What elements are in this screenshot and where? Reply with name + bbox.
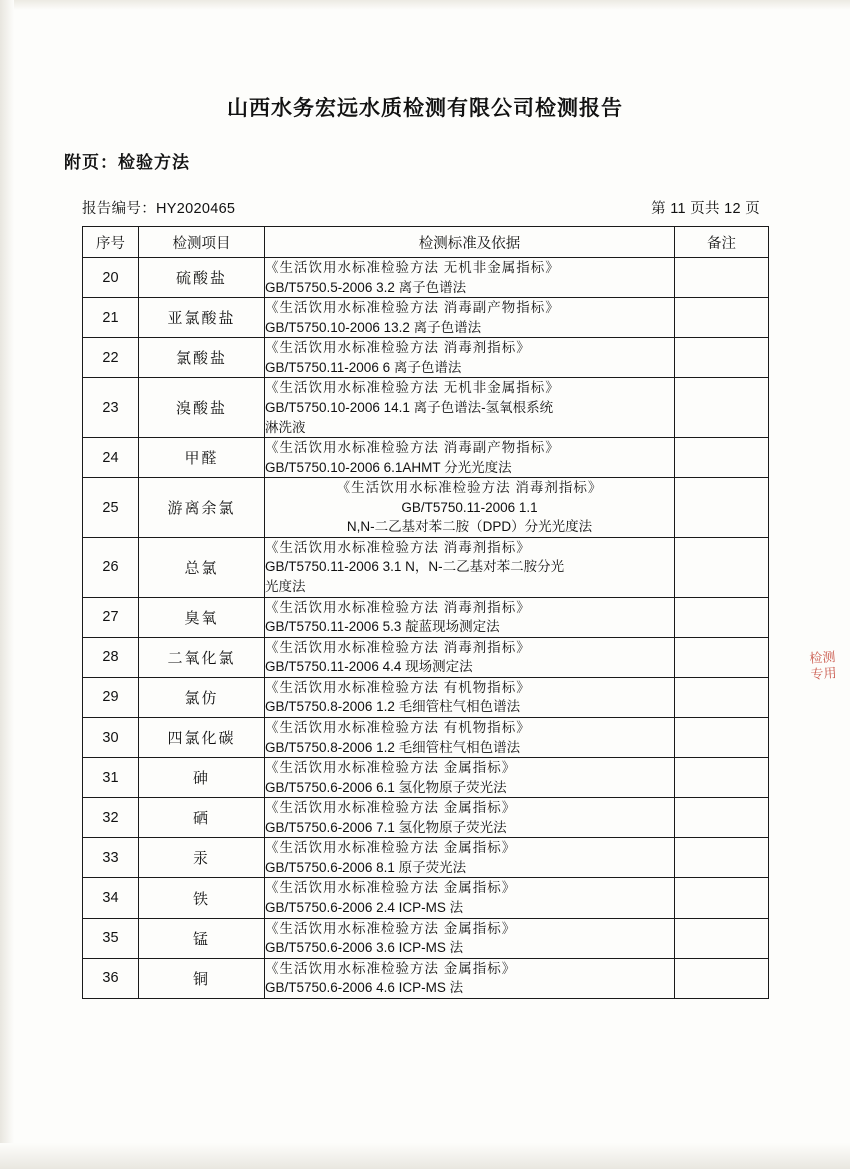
standard-line: 《生活饮用水标准检验方法 有机物指标》: [265, 719, 531, 735]
standard-line: 《生活饮用水标准检验方法 金属指标》: [265, 920, 517, 936]
cell-standard: [265, 478, 675, 538]
page-edge-left: [0, 0, 14, 1169]
cell-remark: [675, 258, 769, 298]
standard-line: GB/T5750.6-2006 3.6 ICP-MS 法: [265, 940, 464, 956]
table-row: [83, 878, 769, 918]
cell-item: 臭氧: [139, 597, 265, 637]
cell-no: 23: [83, 378, 139, 438]
cell-item: 甲醛: [139, 438, 265, 478]
cell-remark: [675, 758, 769, 798]
standard-line: GB/T5750.6-2006 4.6 ICP-MS 法: [265, 980, 464, 996]
cell-remark: [675, 298, 769, 338]
cell-standard: [265, 258, 675, 298]
table-row: [83, 438, 769, 478]
standard-line: GB/T5750.6-2006 7.1 氢化物原子荧光法: [265, 819, 507, 835]
standard-line: 《生活饮用水标准检验方法 金属指标》: [265, 840, 517, 856]
standard-line: GB/T5750.5-2006 3.2 离子色谱法: [265, 279, 467, 295]
cell-item: 铁: [139, 878, 265, 918]
standard-line: GB/T5750.11-2006 5.3 靛蓝现场测定法: [265, 619, 500, 635]
standard-line: GB/T5750.6-2006 8.1 原子荧光法: [265, 859, 467, 875]
cell-standard: [265, 838, 675, 878]
standard-line: 淋洗液: [265, 419, 306, 435]
cell-item: 氯酸盐: [139, 338, 265, 378]
cell-no: 30: [83, 717, 139, 757]
standard-line: 《生活饮用水标准检验方法 金属指标》: [265, 880, 517, 896]
standard-line: 《生活饮用水标准检验方法 金属指标》: [265, 800, 517, 816]
cell-item: 铜: [139, 958, 265, 998]
standard-line: 《生活饮用水标准检验方法 消毒剂指标》: [265, 340, 531, 356]
cell-standard: [265, 717, 675, 757]
cell-no: 21: [83, 298, 139, 338]
header-standard: 检测标准及依据: [265, 227, 675, 258]
standard-line: 《生活饮用水标准检验方法 消毒剂指标》: [265, 539, 531, 555]
cell-no: 33: [83, 838, 139, 878]
standard-line: 《生活饮用水标准检验方法 金属指标》: [265, 960, 517, 976]
cell-standard: [265, 637, 675, 677]
cell-item: 亚氯酸盐: [139, 298, 265, 338]
table-row: [83, 537, 769, 597]
cell-item: 砷: [139, 758, 265, 798]
cell-standard: [265, 438, 675, 478]
page-title: 山西水务宏远水质检测有限公司检测报告: [227, 97, 623, 120]
standard-line: 《生活饮用水标准检验方法 消毒副产物指标》: [265, 300, 560, 316]
standard-line: 《生活饮用水标准检验方法 消毒剂指标》: [265, 639, 531, 655]
standard-line: N,N-二乙基对苯二胺（DPD）分光光度法: [346, 519, 593, 535]
standard-line: GB/T5750.10-2006 13.2 离子色谱法: [265, 319, 482, 335]
standard-line: 《生活饮用水标准检验方法 无机非金属指标》: [265, 380, 560, 396]
cell-no: 24: [83, 438, 139, 478]
cell-remark: [675, 878, 769, 918]
standard-line: GB/T5750.11-2006 6 离子色谱法: [265, 359, 462, 375]
cell-no: 31: [83, 758, 139, 798]
cell-standard: [265, 677, 675, 717]
standard-line: 《生活饮用水标准检验方法 消毒剂指标》: [265, 599, 531, 615]
table-row: [83, 478, 769, 538]
cell-standard: [265, 918, 675, 958]
cell-standard: [265, 958, 675, 998]
cell-remark: [675, 958, 769, 998]
table-row: [83, 338, 769, 378]
cell-remark: [675, 378, 769, 438]
cell-remark: [675, 918, 769, 958]
table-body: [83, 258, 769, 999]
cell-no: 25: [83, 478, 139, 538]
cell-remark: [675, 438, 769, 478]
cell-no: 34: [83, 878, 139, 918]
cell-standard: [265, 537, 675, 597]
cell-remark: [675, 537, 769, 597]
table-row: [83, 758, 769, 798]
cell-standard: [265, 878, 675, 918]
table-row: [83, 838, 769, 878]
cell-remark: [675, 677, 769, 717]
cell-item: 氯仿: [139, 677, 265, 717]
cell-item: 硒: [139, 798, 265, 838]
cell-item: 总氯: [139, 537, 265, 597]
standard-line: 光度法: [265, 579, 306, 594]
table-row: [83, 637, 769, 677]
cell-standard: [265, 597, 675, 637]
cell-remark: [675, 838, 769, 878]
cell-remark: [675, 637, 769, 677]
table-row: [83, 798, 769, 838]
table-header-row: [83, 227, 769, 258]
standard-line: 《生活饮用水标准检验方法 有机物指标》: [265, 679, 531, 695]
cell-no: 20: [83, 258, 139, 298]
cell-item: 游离余氯: [139, 478, 265, 538]
header-remark: 备注: [675, 227, 769, 258]
page-edge-top: [0, 0, 850, 10]
standard-line: GB/T5750.11-2006 3.1 N，N-二乙基对苯二胺分光: [265, 559, 565, 575]
standard-line: GB/T5750.6-2006 2.4 ICP-MS 法: [265, 900, 464, 915]
page-indicator: 第 11 页共 12 页: [651, 201, 760, 217]
table-row: [83, 677, 769, 717]
standard-line: GB/T5750.6-2006 6.1 氢化物原子荧光法: [265, 779, 507, 795]
standard-line: GB/T5750.10-2006 6.1AHMT 分光光度法: [265, 459, 512, 475]
page-edge-bottom: [0, 1143, 850, 1169]
table-row: [83, 258, 769, 298]
cell-item: 汞: [139, 838, 265, 878]
cell-standard: [265, 338, 675, 378]
cell-no: 22: [83, 338, 139, 378]
report-number-label: 报告编号：: [82, 201, 156, 217]
standard-line: GB/T5750.8-2006 1.2 毛细管柱气相色谱法: [265, 699, 521, 715]
cell-remark: [675, 798, 769, 838]
header-item: 检测项目: [139, 227, 265, 258]
standard-line: GB/T5750.10-2006 14.1 离子色谱法-氢氧根系统: [265, 399, 554, 415]
header-no: 序号: [83, 227, 139, 258]
report-number-value: HY2020465: [156, 201, 236, 217]
cell-remark: [675, 717, 769, 757]
cell-item: 锰: [139, 918, 265, 958]
standard-line: GB/T5750.8-2006 1.2 毛细管柱气相色谱法: [265, 739, 521, 755]
cell-item: 四氯化碳: [139, 717, 265, 757]
cell-item: 硫酸盐: [139, 258, 265, 298]
methods-table: [82, 226, 769, 999]
cell-item: 溴酸盐: [139, 378, 265, 438]
table-row: [83, 597, 769, 637]
standard-line: GB/T5750.11-2006 1.1: [401, 499, 538, 515]
seal-mark: 检测专用: [808, 649, 838, 683]
cell-no: 29: [83, 677, 139, 717]
standard-line: 《生活饮用水标准检验方法 消毒剂指标》: [336, 480, 603, 496]
standard-line: 《生活饮用水标准检验方法 消毒副产物指标》: [265, 440, 560, 456]
cell-standard: [265, 378, 675, 438]
cell-no: 28: [83, 637, 139, 677]
table-row: [83, 958, 769, 998]
standard-line: GB/T5750.11-2006 4.4 现场测定法: [265, 659, 473, 675]
cell-no: 36: [83, 958, 139, 998]
table-row: [83, 717, 769, 757]
table-row: [83, 918, 769, 958]
cell-standard: [265, 798, 675, 838]
table-row: [83, 298, 769, 338]
cell-remark: [675, 338, 769, 378]
cell-no: 26: [83, 537, 139, 597]
cell-item: 二氧化氯: [139, 637, 265, 677]
report-number: [82, 197, 235, 218]
cell-remark: [675, 478, 769, 538]
cell-standard: [265, 758, 675, 798]
page-subtitle: 附页：检验方法: [64, 153, 190, 172]
standard-line: 《生活饮用水标准检验方法 金属指标》: [265, 760, 517, 776]
standard-line: 《生活饮用水标准检验方法 无机非金属指标》: [265, 260, 560, 275]
report-meta: [82, 197, 760, 218]
table-row: [83, 378, 769, 438]
cell-standard: [265, 298, 675, 338]
cell-remark: [675, 597, 769, 637]
cell-no: 35: [83, 918, 139, 958]
cell-no: 27: [83, 597, 139, 637]
cell-no: 32: [83, 798, 139, 838]
